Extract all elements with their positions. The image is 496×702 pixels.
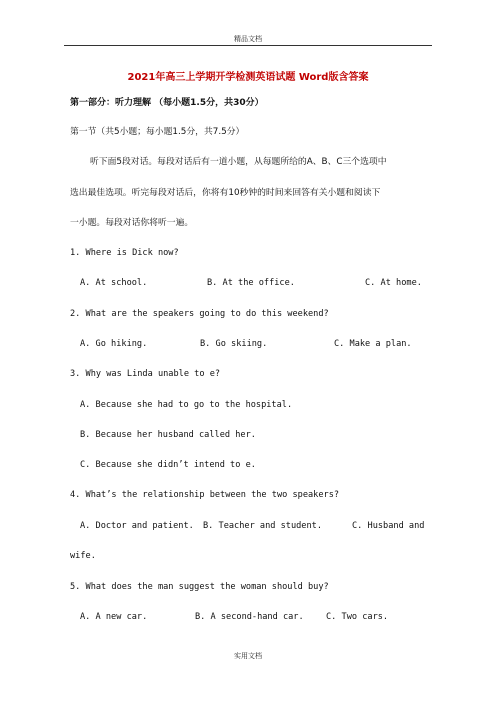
question-2-option-c: C. Make a plan. [334,339,412,349]
document-title: 2021年高三上学期开学检测英语试题 Word版含答案 [127,72,369,83]
question-4-option-c: C. Husband and [352,521,425,531]
question-1-stem: 1. Where is Dick now? [70,248,179,258]
question-4-option-a: A. Doctor and patient. [80,521,194,531]
question-3-stem: 3. Why was Linda unable to e? [70,369,221,379]
page-footer: 实用文档 [234,652,262,660]
question-2-option-b: B. Go skiing. [200,339,268,349]
question-5-option-b: B. A second-hand car. [195,612,304,622]
question-1-option-a: A. At school. [80,278,148,288]
header-rule [64,45,432,46]
question-2-option-a: A. Go hiking. [80,339,148,349]
question-2-stem: 2. What are the speakers going to do this weekend? [70,309,329,319]
question-5-option-c: C. Two cars. [326,612,389,622]
question-3-option-b: B. Because her husband called her. [80,430,256,440]
question-1-option-b: B. At the office. [207,278,295,288]
instruction-line-1: 听下面5段对话。每段对话后有一道小题，从每题所给的A、B、C三个选项中 [90,157,387,167]
question-5-option-a: A. A new car. [80,612,148,622]
instruction-line-2: 选出最佳选项。听完每段对话后，你将有10秒钟的时间来回答有关小题和阅读下 [70,188,381,198]
question-5-stem: 5. What does the man suggest the woman should buy? [70,582,329,592]
question-4-stem: 4. What’s the relationship between the two speakers? [70,490,340,500]
instruction-line-3: 一小题。每段对话你将听一遍。 [70,218,194,228]
question-4-option-b: B. Teacher and student. [203,521,322,531]
question-4-option-c-continued: wife. [70,551,96,561]
page-header: 精品文档 [234,35,262,43]
part-heading: 第一部分：听力理解 （每小题1.5分，共30分） [70,98,264,108]
question-1-option-c: C. At home. [365,278,422,288]
question-3-option-a: A. Because she had to go to the hospital. [80,400,293,410]
question-3-option-c: C. Because she didn’t intend to e. [80,460,256,470]
section-heading: 第一节（共5小题；每小题1.5分，共7.5分） [70,127,245,137]
